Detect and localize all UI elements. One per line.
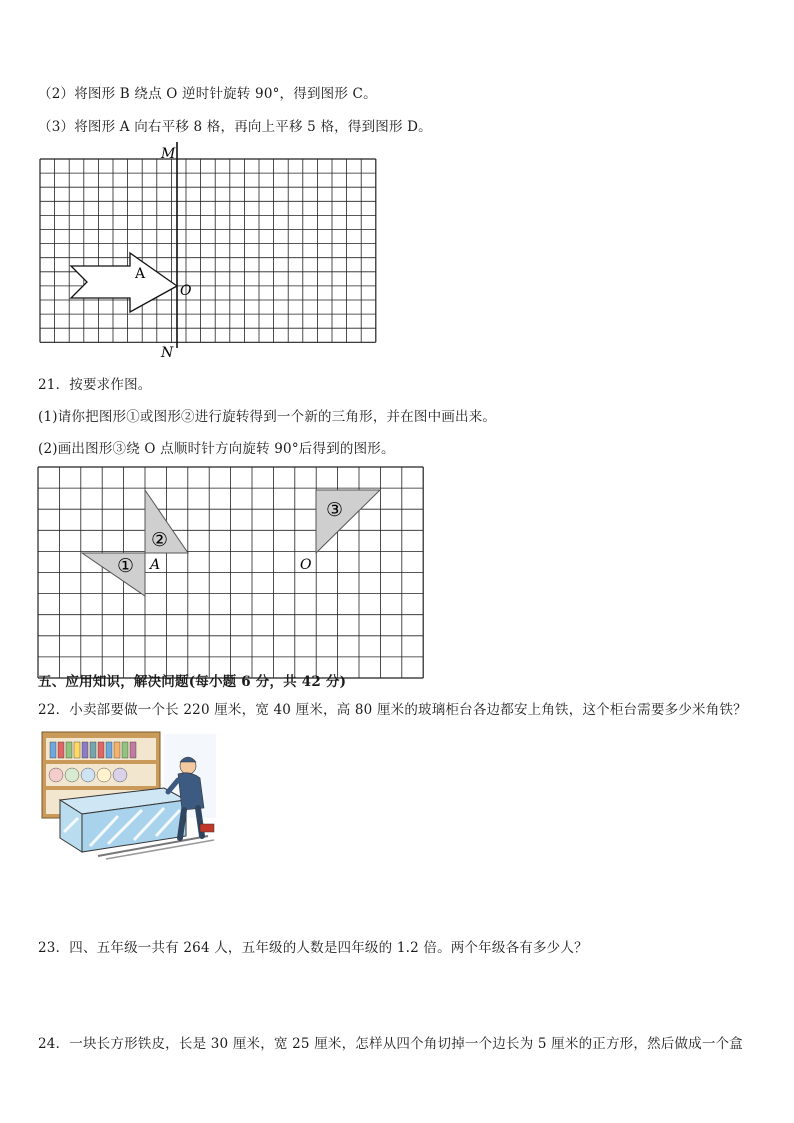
label-a: A	[135, 266, 146, 282]
label-a2: A	[150, 557, 161, 573]
q22-text: 22．小卖部要做一个长 220 厘米，宽 40 厘米，高 80 厘米的玻璃柜台各边都安上角铁，这个柜台需要多少米角铁？	[38, 702, 747, 718]
label-shape2: ②	[151, 529, 169, 551]
q21-part2: (2)画出图形③绕 O 点顺时针方向旋转 90°后得到的图形。	[38, 441, 395, 457]
label-m: M	[161, 146, 176, 162]
section5-title: 五、应用知识，解决问题(每小题 6 分，共 42 分)	[38, 674, 347, 690]
triangle-1	[82, 553, 145, 596]
label-o: O	[180, 283, 192, 299]
q24-text: 24．一块长方形铁皮，长是 30 厘米，宽 25 厘米，怎样从四个角切掉一个边长为 5 厘米的正方形，然后做成一个盒	[38, 1036, 743, 1052]
label-o2: O	[300, 557, 312, 573]
counter-illustration	[38, 728, 220, 860]
q21-part1: (1)请你把图形①或图形②进行旋转得到一个新的三角形，并在图中画出来。	[38, 409, 497, 425]
q20-part3: （3）将图形 A 向右平移 8 格，再向上平移 5 格，得到图形 D。	[38, 119, 432, 135]
q23-text: 23．四、五年级一共有 264 人，五年级的人数是四年级的 1.2 倍。两个年级各有多少人？	[38, 940, 588, 956]
label-shape1: ①	[117, 555, 135, 577]
label-shape3: ③	[326, 499, 344, 521]
q20-part2: （2）将图形 B 绕点 O 逆时针旋转 90°，得到图形 C。	[38, 86, 377, 102]
label-n: N	[161, 345, 174, 361]
q21-title: 21．按要求作图。	[38, 377, 152, 393]
